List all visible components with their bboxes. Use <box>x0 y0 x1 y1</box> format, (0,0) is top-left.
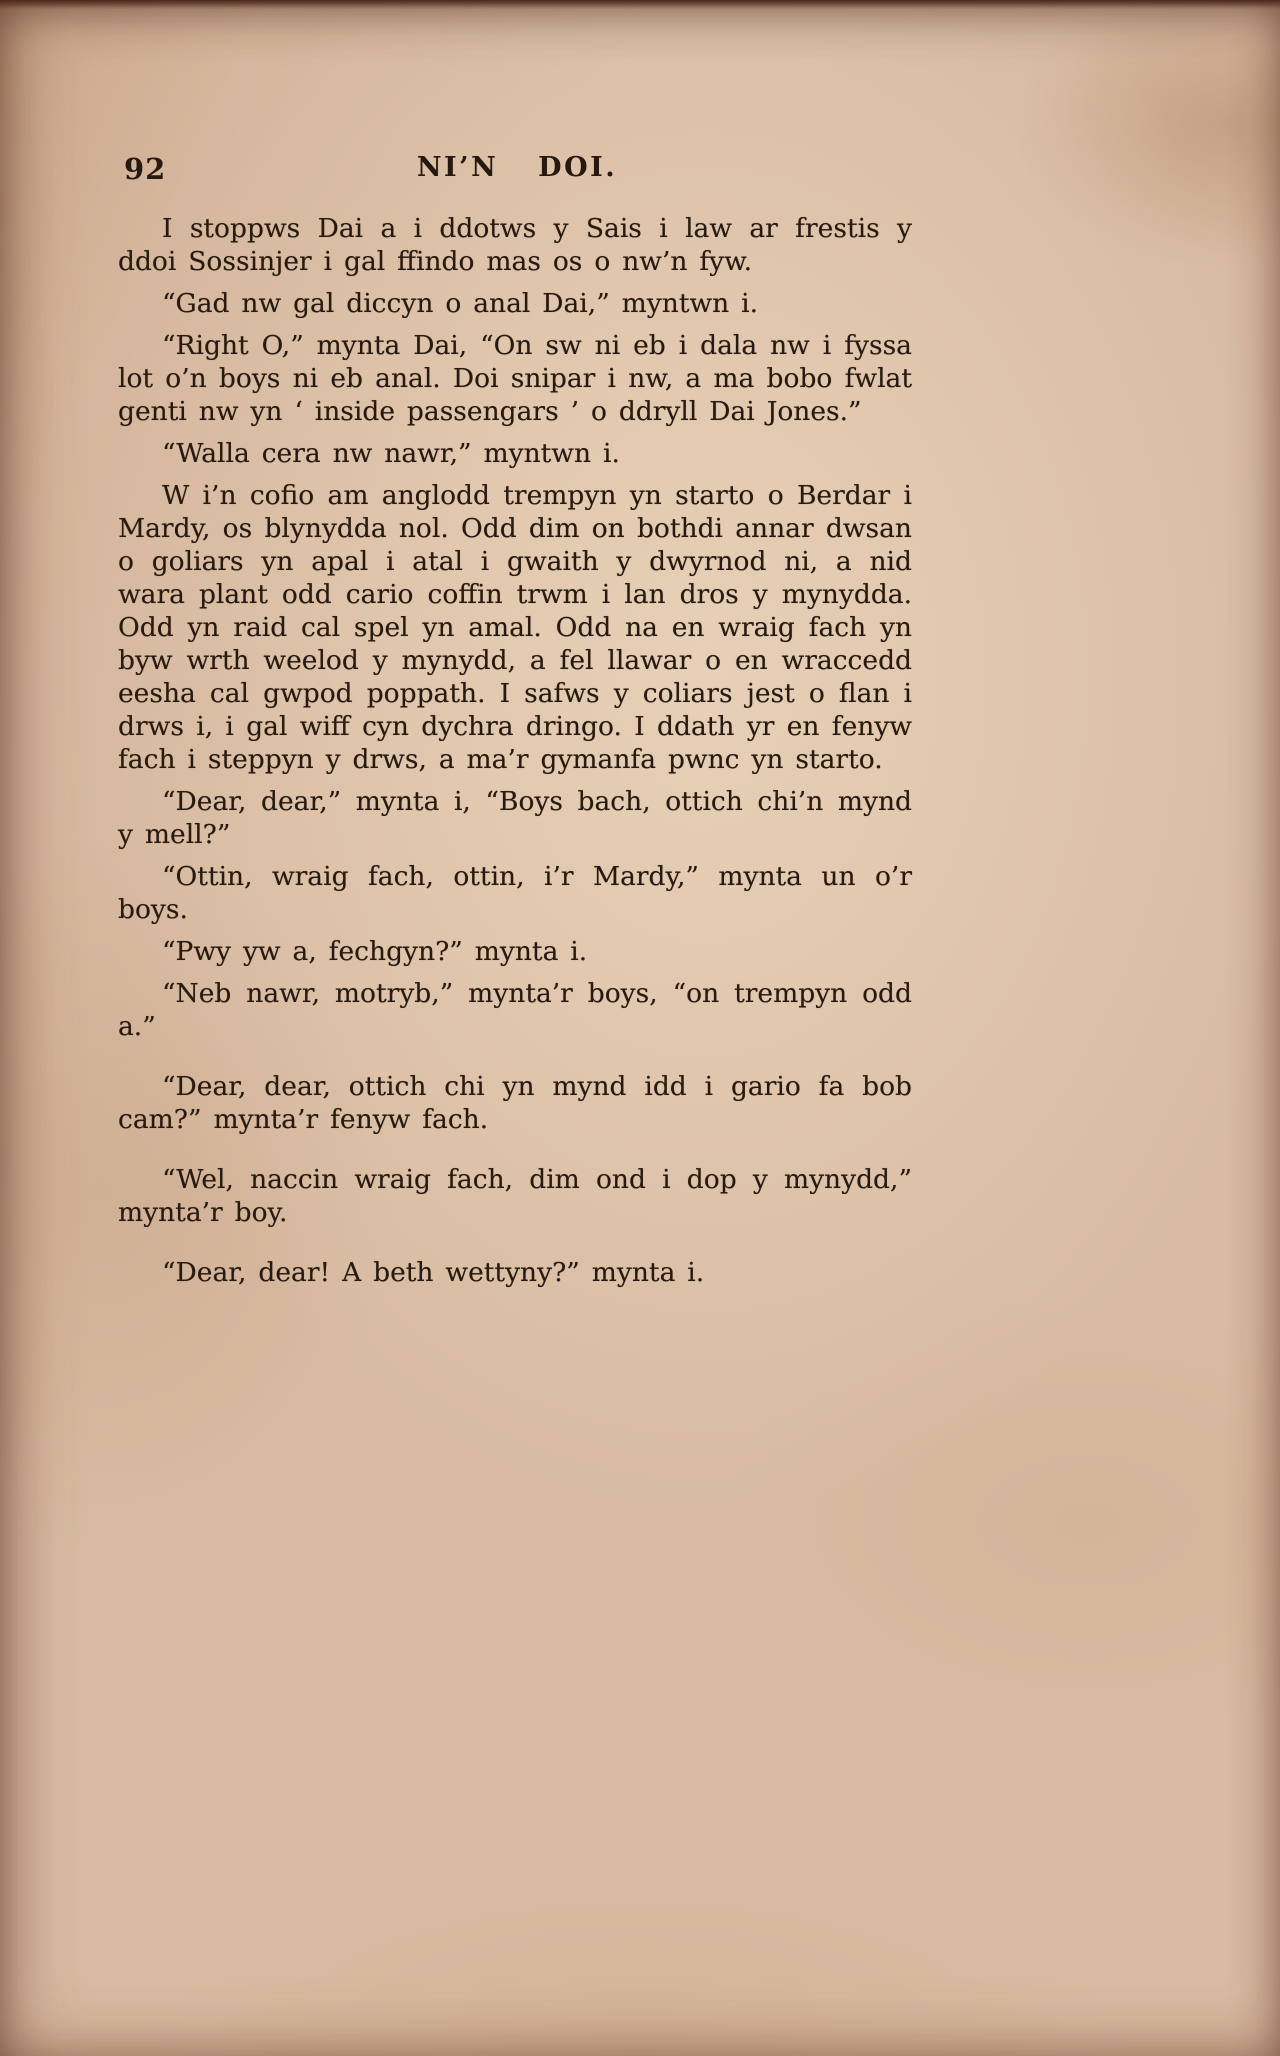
paragraph: “Pwy yw a, fechgyn?” mynta i. <box>162 936 588 967</box>
paragraph: “Dear, dear,” mynta i, “Boys bach, ottich chi’n mynd y mell?” <box>118 786 912 850</box>
page-body-text <box>118 212 912 1289</box>
paragraph: I stoppws Dai a i ddotws y Sais i law ar frestis y ddoi Sossinjer i gal ffindo mas os o nw’n fyw. <box>118 213 912 277</box>
paragraph: “Walla cera nw nawr,” myntwn i. <box>162 438 620 469</box>
paragraph: “Neb nawr, motryb,” mynta’r boys, “on trempyn odd a.” <box>118 978 912 1042</box>
running-title: NI’N DOI. <box>416 152 618 183</box>
page-header <box>120 150 914 186</box>
paragraph: “Gad nw gal diccyn o anal Dai,” myntwn i. <box>162 288 759 319</box>
paragraph: W i’n cofio am anglodd trempyn yn starto o Berdar i Mardy, os blynydda nol. Odd dim on bothdi annar dwsan o goliars yn apal i atal i gwaith y dwyrnod ni, a nid wara plant odd cario coffin trwm i lan dros y mynydda. Odd yn raid cal spel yn amal. Odd na en wraig fach yn byw wrth weelod y mynydd, a fel llawar o en wraccedd eesha cal gwpod poppath. I safws y coliars jest o flan i drws i, i gal wiff cyn dychra dringo. I ddath yr en fenyw fach i steppyn y drws, a ma’r gymanfa pwnc yn starto. <box>118 480 912 775</box>
paragraph: “Wel, naccin wraig fach, dim ond i dop y mynydd,” mynta’r boy. <box>118 1164 912 1228</box>
paragraph: “Ottin, wraig fach, ottin, i’r Mardy,” mynta un o’r boys. <box>118 861 912 925</box>
paragraph: “Dear, dear, ottich chi yn mynd idd i gario fa bob cam?” mynta’r fenyw fach. <box>118 1071 912 1135</box>
scan-edge-shadow <box>0 0 1280 9</box>
paragraph: “Right O,” mynta Dai, “On sw ni eb i dala nw i fyssa lot o’n boys ni eb anal. Doi snipar i nw, a ma bobo fwlat genti nw yn ‘ inside passengars ’ o ddryll Dai Jones.” <box>118 330 912 427</box>
paragraph: “Dear, dear! A beth wettyny?” mynta i. <box>162 1257 705 1288</box>
page-number: 92 <box>124 152 167 186</box>
